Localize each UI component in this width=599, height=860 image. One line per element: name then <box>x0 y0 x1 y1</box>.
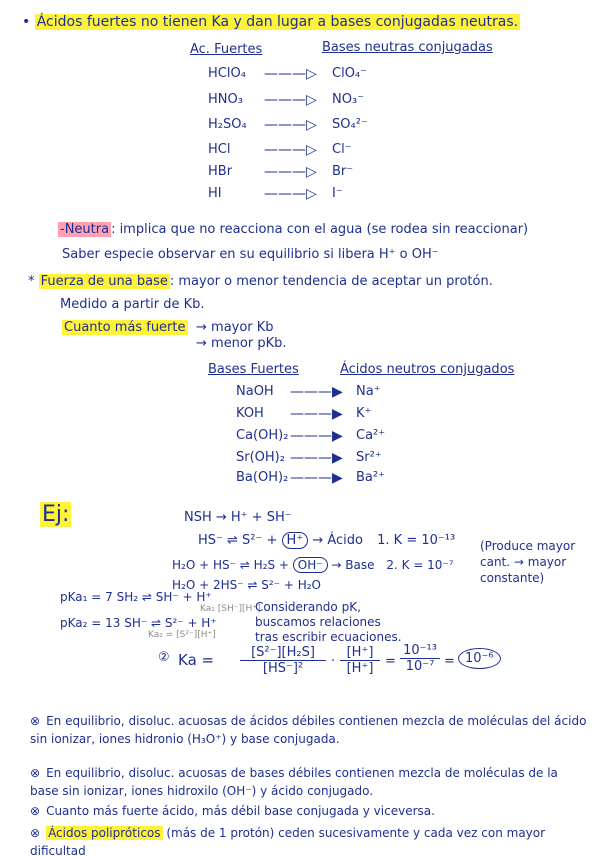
eq3-left: H₂O + HS⁻ ⇌ H₂S + <box>172 558 289 572</box>
circled-bullet-icon: ⊗ <box>30 804 41 818</box>
pka2-small: Ka₂ = [S²⁻][H⁺] <box>148 630 216 640</box>
neutra-definition: : implica que no reacciona con el agua (se rodea sin reaccionar) <box>111 222 529 237</box>
conjugate-acid: K⁺ <box>356 406 372 421</box>
arrow-icon: ———▷ <box>264 164 317 180</box>
note-text: En equilibrio, disoluc. acuosas de bases débiles contienen mezcla de moléculas de la base sin ionizar, iones hidroxilo (OH⁻) y ácido conjugado. <box>30 766 558 798</box>
eq4: H₂O + 2HS⁻ ⇌ S²⁻ + H₂O <box>172 578 321 592</box>
ka-denominator: [HS⁻]² <box>262 661 304 676</box>
pka1-small: Ka₁ [SH⁻][H⁺] <box>200 604 261 614</box>
acids-header-right: Bases neutras conjugadas <box>322 40 493 55</box>
base-formula: KOH <box>236 406 264 421</box>
eq2-k: 1. K = 10⁻¹³ <box>377 533 456 548</box>
arrow-icon: ———▷ <box>264 66 317 82</box>
fuerza-definition: : mayor o menor tendencia de aceptar un protón. <box>169 274 493 289</box>
eq2-tag: → Ácido <box>312 533 363 548</box>
h-denominator: [H⁺] <box>346 661 374 676</box>
pow-denominator: 10⁻⁷ <box>405 659 435 674</box>
star-bullet: * <box>28 274 35 289</box>
note-text: Cuanto más fuerte ácido, más débil base conjugada y viceversa. <box>46 804 435 818</box>
equals-sign-2: = <box>444 654 455 669</box>
equals-sign: = <box>385 654 396 669</box>
acid-formula: HNO₃ <box>208 92 243 107</box>
intro-line <box>22 14 520 30</box>
base-formula: Ba(OH)₂ <box>236 470 289 485</box>
fuerza-term: Fuerza de una base <box>40 274 168 289</box>
bases-header-right: Ácidos neutros conjugados <box>340 362 515 377</box>
h-numerator: [H⁺] <box>340 645 380 661</box>
ka-fraction <box>240 645 326 676</box>
neutra-line1 <box>58 222 528 237</box>
ka-numerator: [S²⁻][H₂S] <box>240 645 326 661</box>
conjugate-acid: Na⁺ <box>356 384 381 399</box>
eq3-oh-circled: OH⁻ <box>293 557 328 573</box>
example-label: Ej: <box>42 502 70 527</box>
pka1-line: pKa₁ = 7 SH₂ ⇌ SH⁻ + H⁺ <box>60 590 212 604</box>
circled-bullet-icon: ⊗ <box>30 826 41 840</box>
acid-formula: HCl <box>208 142 231 157</box>
conjugate-acid: Ca²⁺ <box>356 428 386 443</box>
conjugate-base: SO₄²⁻ <box>332 117 368 132</box>
acid-formula: H₂SO₄ <box>208 117 247 132</box>
cuanto-line <box>62 320 188 335</box>
fuerza-line <box>28 274 493 289</box>
arrow-icon: ———▶ <box>290 470 343 486</box>
conjugate-base: NO₃⁻ <box>332 92 365 107</box>
base-formula: NaOH <box>236 384 274 399</box>
h-fraction <box>340 645 380 676</box>
note-text: En equilibrio, disoluc. acuosas de ácidos débiles contienen mezcla de moléculas del ácido sin ionizar, iones hidronio (H₃O⁺) y base conjugada. <box>30 714 587 746</box>
acid-formula: HBr <box>208 164 233 179</box>
step-number: ② <box>158 650 170 665</box>
note-item <box>30 712 590 748</box>
arrow-icon: ———▶ <box>290 406 343 422</box>
arrow-icon: ———▶ <box>290 450 343 466</box>
eq2 <box>198 533 455 548</box>
ka-label: Ka = <box>178 651 215 669</box>
bases-header-left: Bases Fuertes <box>208 362 299 377</box>
note-text: (más de 1 protón) ceden sucesivamente y cada vez con mayor dificultad <box>30 826 546 858</box>
arrow-icon: ———▶ <box>290 428 343 444</box>
arrow-icon: ———▷ <box>264 117 317 133</box>
bullet: • <box>22 14 31 30</box>
conjugate-acid: Ba²⁺ <box>356 470 385 485</box>
arrow-icon: ———▷ <box>264 142 317 158</box>
base-formula: Ca(OH)₂ <box>236 428 289 443</box>
conjugate-base: ClO₄⁻ <box>332 66 367 81</box>
note-item <box>30 764 590 800</box>
neutra-term: -Neutra <box>60 222 110 237</box>
eq3-tag: → Base <box>331 558 375 572</box>
eq2-h-circled: H⁺ <box>282 532 309 549</box>
measured-line: Medido a partir de Kb. <box>60 297 205 312</box>
circled-bullet-icon: ⊗ <box>30 766 41 780</box>
note-item <box>30 824 590 860</box>
arrow-icon: ———▷ <box>264 92 317 108</box>
arrow-icon: ———▷ <box>264 186 317 202</box>
arrow-icon: ———▶ <box>290 384 343 400</box>
acid-formula: HI <box>208 186 222 201</box>
eq3-k: 2. K = 10⁻⁷ <box>386 558 454 572</box>
pow-fraction <box>400 643 440 674</box>
conjugate-base: I⁻ <box>332 186 343 201</box>
ka-result: 10⁻⁶ <box>458 648 501 669</box>
acids-header-left: Ac. Fuertes <box>190 42 263 57</box>
conjugate-acid: Sr²⁺ <box>356 450 382 465</box>
menor-pkb: → menor pKb. <box>196 336 287 351</box>
conjugate-base: Cl⁻ <box>332 142 352 157</box>
note-item <box>30 802 590 820</box>
produce-note: (Produce mayor cant. → mayor constante) <box>480 539 576 585</box>
mayor-kb: → mayor Kb <box>196 320 274 335</box>
pow-numerator: 10⁻¹³ <box>400 643 440 659</box>
note-highlight: Ácidos polipróticos <box>48 826 161 840</box>
neutra-line2: Saber especie observar en su equilibrio si libera H⁺ o OH⁻ <box>62 247 439 262</box>
eq1: NSH → H⁺ + SH⁻ <box>184 510 292 525</box>
intro-text: Ácidos fuertes no tienen Ka y dan lugar a bases conjugadas neutras. <box>36 14 519 30</box>
acid-formula: HClO₄ <box>208 66 246 81</box>
cuanto-text: Cuanto más fuerte <box>64 320 186 335</box>
consider-note: Considerando pK, buscamos relaciones tras escribir ecuaciones. <box>255 600 402 644</box>
circled-bullet-icon: ⊗ <box>30 714 41 728</box>
eq3 <box>172 558 454 572</box>
times-sign: · <box>331 654 336 669</box>
eq2-left: HS⁻ ⇌ S²⁻ + <box>198 533 278 548</box>
base-formula: Sr(OH)₂ <box>236 450 285 465</box>
pka2-line: pKa₂ = 13 SH⁻ ⇌ S²⁻ + H⁺ <box>60 616 217 630</box>
conjugate-base: Br⁻ <box>332 164 354 179</box>
